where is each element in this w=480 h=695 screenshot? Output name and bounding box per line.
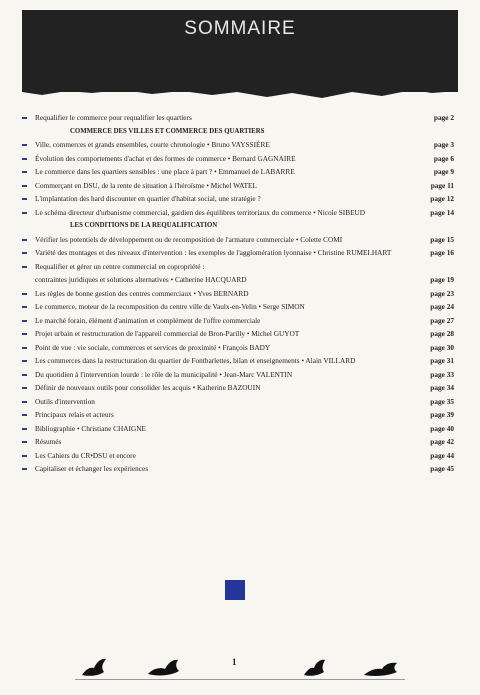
entry-page-number: page 33 bbox=[430, 369, 454, 379]
toc-entry[interactable] bbox=[22, 233, 454, 247]
toc-entry[interactable] bbox=[22, 246, 454, 260]
toc-entry[interactable] bbox=[22, 206, 454, 220]
toc-entry[interactable] bbox=[22, 138, 454, 152]
toc-entry[interactable] bbox=[22, 462, 454, 476]
entry-page-number: page 6 bbox=[433, 153, 454, 163]
entry-page-number: page 40 bbox=[430, 423, 454, 433]
hand-figure-2 bbox=[145, 651, 183, 679]
bullet-dash-icon bbox=[22, 266, 27, 268]
toc-entry[interactable] bbox=[22, 395, 454, 409]
bullet-dash-icon bbox=[22, 212, 27, 214]
page-number: 1 bbox=[232, 657, 237, 667]
bullet-dash-icon bbox=[22, 414, 27, 416]
entry-page-number: page 27 bbox=[430, 315, 454, 325]
entry-page-number: page 19 bbox=[430, 275, 454, 284]
table-of-contents bbox=[22, 111, 454, 476]
toc-entry[interactable] bbox=[22, 368, 454, 382]
entry-title: Évolution des comportements d'achat et des formes de commerce • Bernard GAGNAIRE bbox=[35, 153, 296, 163]
entry-title: Du quotidien à l'intervention lourde : le rôle de la municipalité • Jean-Marc VALENTIN bbox=[35, 369, 293, 379]
entry-title: contraintes juridiques et solutions alternatives • Catherine HACQUARD bbox=[35, 275, 247, 284]
hand-figure-3 bbox=[298, 651, 336, 679]
entry-page-number: page 31 bbox=[430, 356, 454, 365]
bullet-dash-icon bbox=[22, 455, 27, 457]
torn-edge bbox=[22, 88, 458, 100]
bullet-dash-icon bbox=[22, 171, 27, 173]
entry-page-number: page 24 bbox=[430, 302, 454, 311]
bullet-dash-icon bbox=[22, 387, 27, 389]
bullet-dash-icon bbox=[22, 428, 27, 430]
toc-entry[interactable] bbox=[22, 327, 454, 341]
bullet-dash-icon bbox=[22, 252, 27, 254]
toc-entry[interactable] bbox=[22, 260, 454, 274]
bullet-dash-icon bbox=[22, 441, 27, 443]
entry-page-number: page 28 bbox=[430, 329, 454, 338]
toc-entry[interactable] bbox=[22, 341, 454, 355]
toc-entry[interactable] bbox=[22, 111, 454, 125]
footer-divider bbox=[75, 679, 405, 680]
entry-title: Outils d'intervention bbox=[35, 396, 95, 406]
toc-section-heading bbox=[22, 125, 454, 139]
bullet-dash-icon bbox=[22, 468, 27, 470]
bullet-dash-icon bbox=[22, 117, 27, 119]
entry-title: Vérifier les potentiels de développement ou de recomposition de l'armature commerciale • Colette COMI bbox=[35, 234, 343, 244]
entry-title: L'implantation des hard discounter en quartier d'habitat social, une stratégie ? bbox=[35, 194, 261, 203]
entry-title: Le schéma directeur d'urbanisme commercial, gardien des équilibres territoriaux du commerce • Nicole SIBEUD bbox=[35, 207, 366, 217]
entry-page-number: page 12 bbox=[430, 194, 454, 203]
toc-entry[interactable] bbox=[22, 192, 454, 206]
hand-figure-4 bbox=[362, 651, 400, 679]
bullet-dash-icon bbox=[22, 374, 27, 376]
entry-title: Requalifier et gérer un centre commercial en copropriété : bbox=[35, 261, 205, 271]
bullet-dash-icon bbox=[22, 347, 27, 349]
page-title: SOMMAIRE bbox=[184, 18, 296, 39]
entry-page-number: page 42 bbox=[430, 437, 454, 446]
toc-entry[interactable] bbox=[22, 314, 454, 328]
entry-title: Point de vue : vie sociale, commerces et services de proximité • François BADY bbox=[35, 342, 271, 352]
entry-title: Projet urbain et restructuration de l'appareil commercial de Bron-Parilly • Michel GUYOT bbox=[35, 329, 300, 338]
entry-title: Le commerce, moteur de la recomposition du centre ville de Vaulx-en-Velin • Serge SIMON bbox=[35, 302, 305, 311]
entry-title: Requalifier le commerce pour requalifier les quartiers bbox=[35, 113, 192, 122]
entry-page-number: page 9 bbox=[433, 167, 454, 176]
entry-page-number: page 39 bbox=[430, 410, 454, 419]
hand-figure-1 bbox=[80, 651, 118, 679]
toc-entry[interactable] bbox=[22, 435, 454, 449]
entry-title: Commerçant en DSU, de la rente de situation à l'héroïsme • Michel WATEL bbox=[35, 180, 257, 190]
bullet-dash-icon bbox=[22, 306, 27, 308]
toc-entry[interactable] bbox=[22, 422, 454, 436]
toc-entry[interactable] bbox=[22, 273, 454, 287]
toc-entry[interactable] bbox=[22, 449, 454, 463]
entry-title: Variété des montages et des niveaux d'intervention : les exemples de l'agglomération lyonnaise • Christine RUMELHART bbox=[35, 248, 392, 257]
header-banner bbox=[22, 10, 458, 92]
entry-page-number: page 3 bbox=[433, 140, 454, 149]
entry-title: Définir de nouveaux outils pour consolider les acquis • Katherine BAZOUIN bbox=[35, 383, 261, 392]
entry-title: Résumés bbox=[35, 437, 62, 446]
entry-title: Le commerce dans les quartiers sensibles : une place à part ? • Emmanuel de LABARRE bbox=[35, 167, 295, 176]
entry-title: Bibliographie • Christiane CHAIGNE bbox=[35, 423, 146, 433]
toc-entry[interactable] bbox=[22, 381, 454, 395]
entry-title: Le marché forain, élément d'animation et complément de l'offre commerciale bbox=[35, 315, 261, 325]
bullet-dash-icon bbox=[22, 158, 27, 160]
bullet-dash-icon bbox=[22, 144, 27, 146]
entry-title: Les règles de bonne gestion des centres commerciaux • Yves BERNARD bbox=[35, 288, 249, 298]
bullet-dash-icon bbox=[22, 360, 27, 362]
entry-page-number: page 44 bbox=[430, 450, 454, 460]
bullet-dash-icon bbox=[22, 185, 27, 187]
bullet-dash-icon bbox=[22, 293, 27, 295]
toc-entry[interactable] bbox=[22, 165, 454, 179]
toc-entry[interactable] bbox=[22, 179, 454, 193]
entry-title: Principaux relais et acteurs bbox=[35, 410, 114, 419]
toc-entry[interactable] bbox=[22, 152, 454, 166]
blue-square-ornament bbox=[225, 580, 245, 600]
toc-entry[interactable] bbox=[22, 287, 454, 301]
toc-section-heading bbox=[22, 219, 454, 233]
toc-entry[interactable] bbox=[22, 354, 454, 368]
entry-page-number: page 11 bbox=[430, 180, 454, 190]
bullet-dash-icon bbox=[22, 239, 27, 241]
entry-page-number: page 2 bbox=[433, 113, 454, 122]
entry-page-number: page 16 bbox=[430, 248, 454, 257]
entry-page-number: page 30 bbox=[430, 342, 454, 352]
entry-page-number: page 23 bbox=[430, 288, 454, 298]
bullet-dash-icon bbox=[22, 401, 27, 403]
entry-title: Les commerces dans la restructuration du quartier de Fontbarlettes, bilan et enseignements • Alain VILLARD bbox=[35, 356, 356, 365]
bullet-dash-icon bbox=[22, 320, 27, 322]
section-title: LES CONDITIONS DE LA REQUALIFICATION bbox=[70, 222, 218, 229]
section-title: COMMERCE DES VILLES ET COMMERCE DES QUARTIERS bbox=[70, 127, 265, 135]
bullet-dash-icon bbox=[22, 333, 27, 335]
entry-title: Ville, commerces et grands ensembles, courte chronologie • Bruno VAYSSIÈRE bbox=[35, 140, 270, 149]
entry-title: Les Cahiers du CR•DSU et encore bbox=[35, 450, 136, 460]
entry-page-number: page 34 bbox=[430, 383, 454, 392]
entry-page-number: page 35 bbox=[430, 396, 454, 406]
entry-page-number: page 14 bbox=[430, 207, 454, 217]
entry-title: Capitaliser et échanger les expériences bbox=[35, 464, 149, 473]
bullet-dash-icon bbox=[22, 198, 27, 200]
entry-page-number: page 15 bbox=[430, 234, 454, 244]
entry-page-number: page 45 bbox=[430, 464, 454, 473]
toc-entry[interactable] bbox=[22, 408, 454, 422]
toc-entry[interactable] bbox=[22, 300, 454, 314]
